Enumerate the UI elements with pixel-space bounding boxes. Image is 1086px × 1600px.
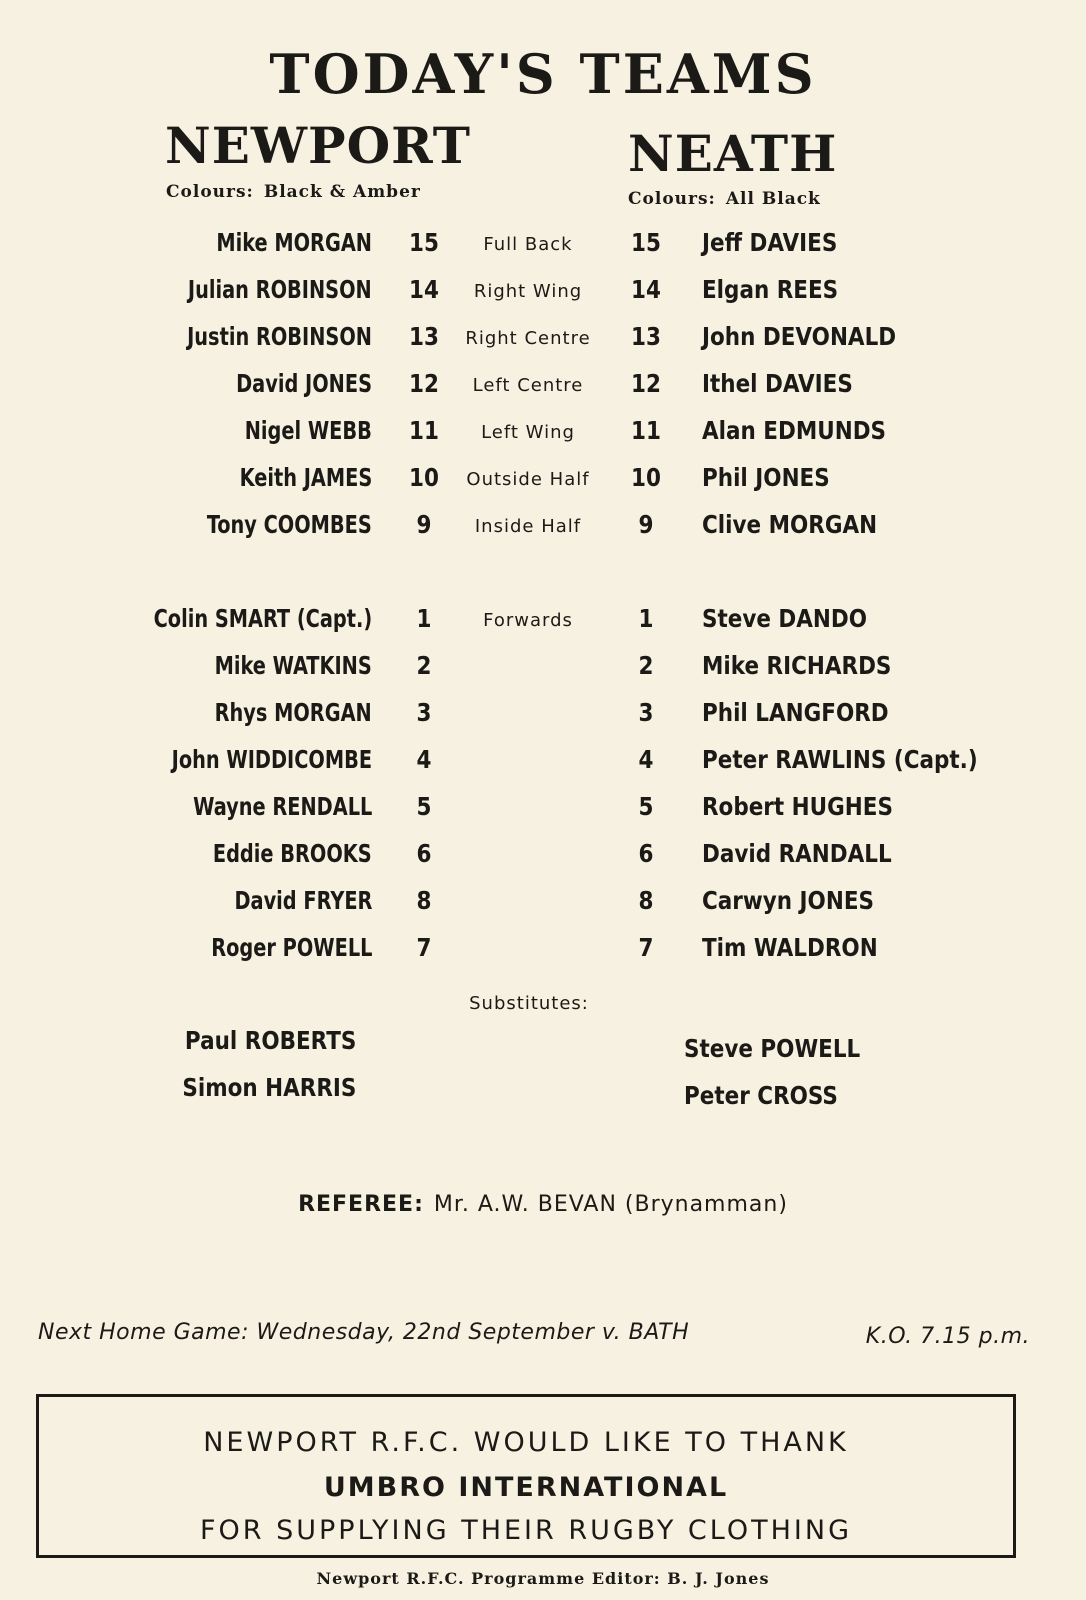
referee-name: Mr. A.W. BEVAN (Brynamman) — [433, 1192, 788, 1217]
home-player-name: Nigel WEBB — [244, 416, 372, 445]
away-colours-label: Colours: — [628, 189, 716, 209]
team-row — [0, 322, 1086, 368]
away-player-name: Carwyn JONES — [702, 886, 874, 915]
home-player-number: 15 — [409, 228, 439, 257]
away-player-name: Alan EDMUNDS — [702, 416, 887, 445]
away-player-number: 10 — [631, 463, 661, 492]
away-player-name: John DEVONALD — [702, 322, 897, 351]
home-player-name: Mike MORGAN — [216, 228, 372, 257]
away-player-name: Tim WALDRON — [702, 933, 878, 962]
away-player-number: 4 — [638, 745, 654, 774]
home-player-name: John WIDDICOMBE — [171, 745, 372, 774]
away-player-number: 15 — [631, 228, 661, 257]
home-colours-label: Colours: — [166, 182, 254, 202]
away-player-number: 14 — [631, 275, 661, 304]
home-player-name: David FRYER — [234, 886, 372, 915]
team-row — [0, 463, 1086, 509]
referee-line — [0, 1192, 1086, 1217]
team-row — [0, 228, 1086, 274]
team-row — [0, 604, 1086, 650]
home-player-number: 11 — [409, 416, 439, 445]
away-player-name: Steve DANDO — [702, 604, 868, 633]
away-substitute: Peter CROSS — [684, 1081, 838, 1110]
home-player-number: 8 — [416, 886, 432, 915]
home-player-number: 10 — [409, 463, 439, 492]
away-player-name: Peter RAWLINS (Capt.) — [702, 745, 978, 774]
sponsor-box — [36, 1394, 1016, 1558]
home-player-number: 6 — [416, 839, 432, 868]
home-player-number: 2 — [416, 651, 432, 680]
position-label: Right Centre — [465, 328, 591, 349]
away-player-name: Robert HUGHES — [702, 792, 893, 821]
team-row — [0, 886, 1086, 932]
home-player-name: Colin SMART (Capt.) — [153, 604, 372, 633]
team-row — [0, 698, 1086, 744]
position-label: Inside Half — [474, 516, 582, 537]
away-team-name: NEATH — [628, 124, 838, 183]
team-row — [0, 416, 1086, 462]
away-player-number: 5 — [638, 792, 654, 821]
programme-editor: Newport R.F.C. Programme Editor: B. J. Jones — [316, 1569, 770, 1588]
home-player-name: David JONES — [236, 369, 372, 398]
team-row — [0, 839, 1086, 885]
home-player-name: Eddie BROOKS — [213, 839, 372, 868]
position-label: Left Centre — [472, 375, 584, 396]
team-row — [0, 510, 1086, 556]
page-title: TODAY'S TEAMS — [269, 42, 817, 106]
away-player-number: 6 — [638, 839, 654, 868]
home-team-name: NEWPORT — [165, 116, 471, 175]
away-player-number: 13 — [631, 322, 661, 351]
next-home-game: Next Home Game: Wednesday, 22nd September v. BATH — [38, 1320, 690, 1345]
home-player-name: Wayne RENDALL — [192, 792, 372, 821]
away-player-name: David RANDALL — [702, 839, 892, 868]
position-label: Right Wing — [473, 281, 583, 302]
home-player-name: Julian ROBINSON — [188, 275, 372, 304]
away-player-name: Clive MORGAN — [702, 510, 878, 539]
home-colours — [166, 182, 421, 202]
home-player-number: 5 — [416, 792, 432, 821]
home-player-name: Roger POWELL — [210, 933, 372, 962]
away-player-name: Ithel DAVIES — [702, 369, 853, 398]
away-player-number: 1 — [638, 604, 654, 633]
substitutes-label: Substitutes: — [469, 993, 589, 1014]
team-row — [0, 792, 1086, 838]
away-player-name: Phil LANGFORD — [702, 698, 889, 727]
home-player-name: Justin ROBINSON — [187, 322, 372, 351]
away-substitute: Steve POWELL — [684, 1034, 861, 1063]
away-player-number: 2 — [638, 651, 654, 680]
team-row — [0, 651, 1086, 697]
home-colours-value: Black & Amber — [263, 182, 421, 202]
home-player-number: 14 — [409, 275, 439, 304]
sponsor-line-3: FOR SUPPLYING THEIR RUGBY CLOTHING — [200, 1515, 852, 1546]
kick-off-time: K.O. 7.15 p.m. — [865, 1324, 1030, 1349]
home-player-number: 7 — [416, 933, 432, 962]
away-player-number: 3 — [638, 698, 654, 727]
team-row — [0, 275, 1086, 321]
away-player-name: Mike RICHARDS — [702, 651, 892, 680]
referee-label: REFEREE: — [298, 1192, 424, 1217]
home-player-name: Keith JAMES — [239, 463, 372, 492]
sponsor-line-1: NEWPORT R.F.C. WOULD LIKE TO THANK — [203, 1427, 849, 1458]
away-player-number: 12 — [631, 369, 661, 398]
team-row — [0, 369, 1086, 415]
home-player-name: Mike WATKINS — [214, 651, 372, 680]
away-player-name: Elgan REES — [702, 275, 839, 304]
position-label: Full Back — [483, 234, 573, 255]
home-player-number: 4 — [416, 745, 432, 774]
position-label: Left Wing — [481, 422, 575, 443]
position-label: Forwards — [483, 610, 573, 631]
away-player-number: 11 — [631, 416, 661, 445]
sponsor-name: UMBRO INTERNATIONAL — [323, 1472, 729, 1503]
home-player-number: 13 — [409, 322, 439, 351]
home-player-number: 3 — [416, 698, 432, 727]
home-player-number: 9 — [416, 510, 432, 539]
home-player-name: Rhys MORGAN — [214, 698, 372, 727]
team-row — [0, 745, 1086, 791]
away-player-number: 8 — [638, 886, 654, 915]
home-player-number: 12 — [409, 369, 439, 398]
home-substitute: Paul ROBERTS — [184, 1026, 356, 1055]
team-row — [0, 933, 1086, 979]
home-player-number: 1 — [416, 604, 432, 633]
away-player-number: 9 — [638, 510, 654, 539]
home-substitute: Simon HARRIS — [181, 1073, 356, 1102]
away-colours-value: All Black — [725, 189, 821, 209]
away-player-name: Phil JONES — [702, 463, 830, 492]
home-player-name: Tony COOMBES — [207, 510, 372, 539]
position-label: Outside Half — [466, 469, 590, 490]
away-colours — [628, 189, 821, 209]
away-player-name: Jeff DAVIES — [702, 228, 838, 257]
away-player-number: 7 — [638, 933, 654, 962]
